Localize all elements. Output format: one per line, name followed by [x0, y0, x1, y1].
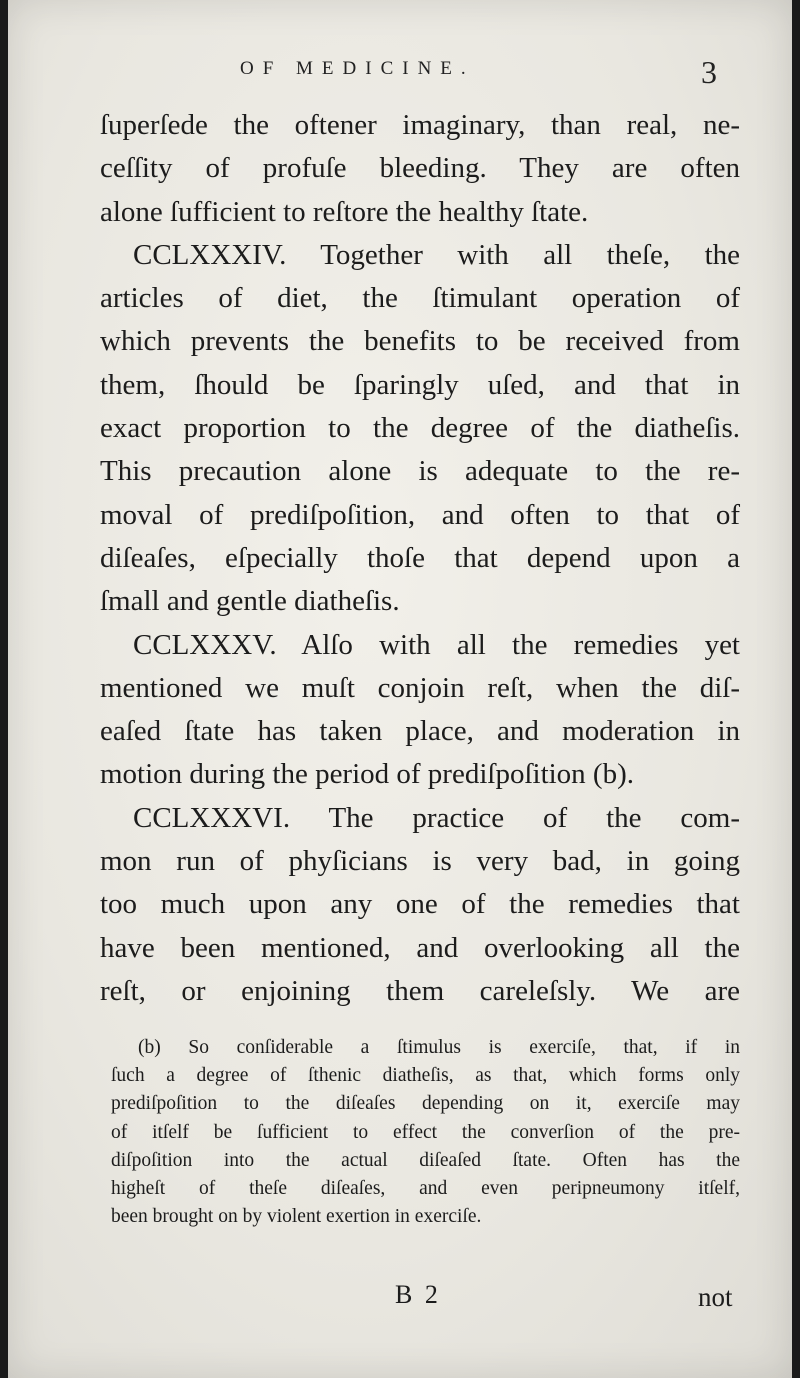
- body-line: which prevents the benefits to be received from: [100, 325, 740, 358]
- footnote-line: (b) So conſiderable a ſtimulus is exerciſe, that, if in: [138, 1037, 740, 1058]
- running-head: [8, 54, 792, 94]
- body-line: ſmall and gentle diatheſis.: [100, 585, 400, 618]
- signature-mark: B 2: [395, 1280, 441, 1309]
- body-text: [100, 104, 740, 1013]
- footnote: [111, 1034, 740, 1231]
- body-line: mon run of phyſicians is very bad, in going: [100, 845, 740, 878]
- footnote-line: diſpoſition into the actual diſeaſed ſtate. Often has the: [111, 1149, 740, 1171]
- footnote-line: been brought on by violent exertion in exerciſe.: [111, 1206, 482, 1228]
- body-line: moval of prediſpoſition, and often to that of: [100, 498, 740, 531]
- page-number: 3: [701, 54, 717, 90]
- body-line: eaſed ſtate has taken place, and moderation in: [100, 715, 740, 748]
- body-line: alone ſufficient to reſtore the healthy ſtate.: [100, 195, 589, 228]
- body-line: ceſſity of profuſe bleeding. They are often: [100, 152, 740, 185]
- body-line: motion during the period of prediſpoſition (b).: [100, 758, 634, 791]
- catchword: not: [698, 1282, 733, 1312]
- footnote-line: of itſelf be ſufficient to effect the converſion of the pre-: [111, 1121, 740, 1143]
- footnote-line: prediſpoſition to the diſeaſes depending on it, exerciſe may: [111, 1093, 740, 1115]
- running-title: OF MEDICINE.: [240, 58, 475, 79]
- body-line: exact proportion to the degree of the diatheſis.: [100, 412, 740, 445]
- footnote-line: ſuch a degree of ſthenic diatheſis, as that, which forms only: [111, 1065, 740, 1087]
- body-line: CCLXXXIV. Together with all theſe, the: [133, 238, 740, 271]
- body-line: CCLXXXVI. The practice of the com-: [133, 801, 740, 834]
- body-line: articles of diet, the ſtimulant operation of: [100, 282, 740, 315]
- book-page: [8, 0, 792, 1378]
- footnote-line: higheſt of theſe diſeaſes, and even peripneumony itſelf,: [111, 1178, 740, 1200]
- body-line: have been mentioned, and overlooking all the: [100, 931, 740, 964]
- body-line: CCLXXXV. Alſo with all the remedies yet: [133, 628, 740, 661]
- body-line: This precaution alone is adequate to the re-: [100, 455, 740, 488]
- body-line: diſeaſes, eſpecially thoſe that depend upon a: [100, 541, 740, 574]
- body-line: ſuperſede the oftener imaginary, than real, ne-: [100, 109, 740, 141]
- body-line: them, ſhould be ſparingly uſed, and that in: [100, 368, 740, 401]
- body-line: too much upon any one of the remedies that: [100, 888, 740, 921]
- body-line: mentioned we muſt conjoin reſt, when the diſ-: [100, 671, 740, 704]
- body-line: reſt, or enjoining them careleſsly. We are: [100, 974, 740, 1007]
